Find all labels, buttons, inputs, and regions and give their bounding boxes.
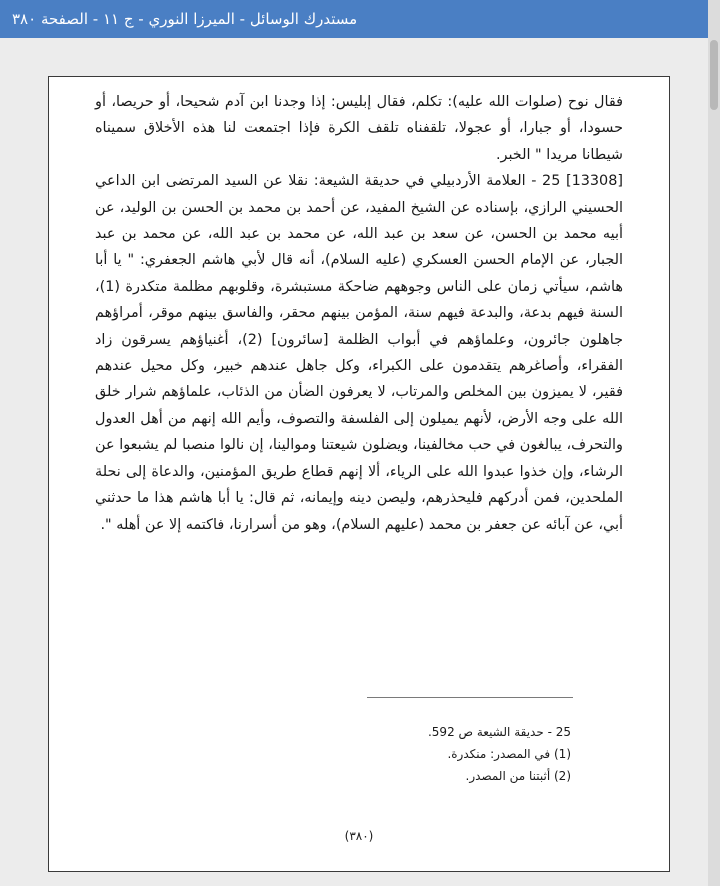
paragraph-hadith-13308: [13308] 25 - العلامة الأردبيلي في حديقة الشيعة: نقلا عن السيد المرتضى ابن الداعي الحسيني الرازي، بإسناده عن الشيخ المفيد، عن أحمد بن محمد بن الحسن بن الوليد، عن أبيه محمد بن الحسن، عن سعد بن عبد الله، عن محمد بن عبد الله، عن محمد بن عبد الجبار، عن الإمام الحسن العسكري (عليه السلام)، أنه قال لأبي هاشم الجعفري: " يا أبا هاشم، سيأتي زمان على الناس وجوههم ضاحكة مستبشرة، وقلوبهم مظلمة متكدرة (1)، السنة فيهم بدعة، والبدعة فيهم سنة، المؤمن بينهم محقر، والفاسق بينهم موقر، أمراؤهم جاهلون جائرون، وعلماؤهم في أبواب الظلمة [سائرون] (2)، أغنياؤهم يسرقون زاد الفقراء، وأصاغرهم يتقدمون على الكبراء، وكل جاهل عندهم خبير، وكل محيل عندهم فقير، لا يميزون بين المخلص والمرتاب، لا يعرفون الضأن من الذئاب، علماؤهم شرار خلق الله على وجه الأرض، لأنهم يميلون إلى الفلسفة والتصوف، وأيم الله إنهم من أهل العدول والتحرف، يبالغون في حب مخالفينا، ويضلون شيعتنا وموالينا، إن نالوا منصبا لم يشبعوا عن الرشاء، وإن خذوا عبدوا الله على الرياء، ألا إنهم قطاع طريق المؤمنين، والدعاة إلى نحلة الملحدين، فمن أدركهم فليحذرهم، وليصن دينه وإيمانه، ثم قال: يا أبا هاشم هذا ما حدثني أبي، عن آبائه عن جعفر بن محمد (عليهم السلام)، وهو من أسرارنا، فاكتمه إلا عن أهله ". [95, 173, 623, 533]
book-page [48, 76, 670, 872]
footnote-source: 25 - حديقة الشيعة ص 592. [427, 725, 571, 739]
footnotes [49, 721, 571, 787]
footnote-1: (1) في المصدر: منكدرة. [447, 747, 571, 761]
page-number: (٣٨٠) [344, 829, 374, 843]
paragraph-continuation: فقال نوح (صلوات الله عليه): تكلم، فقال إبليس: إذا وجدنا ابن آدم شحيحا، أو حريصا، أو حسودا، أو جبارا، أو عجولا، تلقفناه تلقف الكرة فإذا اجتمعت لنا هذه الأخلاق سميناه شيطانا مريدا " الخبر. [95, 94, 623, 163]
scrollbar-thumb[interactable] [710, 40, 718, 110]
page-body [95, 89, 623, 538]
footnote-2: (2) أثبتنا من المصدر. [465, 769, 571, 783]
title-bar [0, 0, 708, 38]
book-title: مستدرك الوسائل - الميرزا النوري - ج ١١ - الصفحة ٣٨٠ [12, 10, 358, 28]
footnote-separator [367, 697, 573, 698]
vertical-scrollbar[interactable] [708, 0, 720, 886]
